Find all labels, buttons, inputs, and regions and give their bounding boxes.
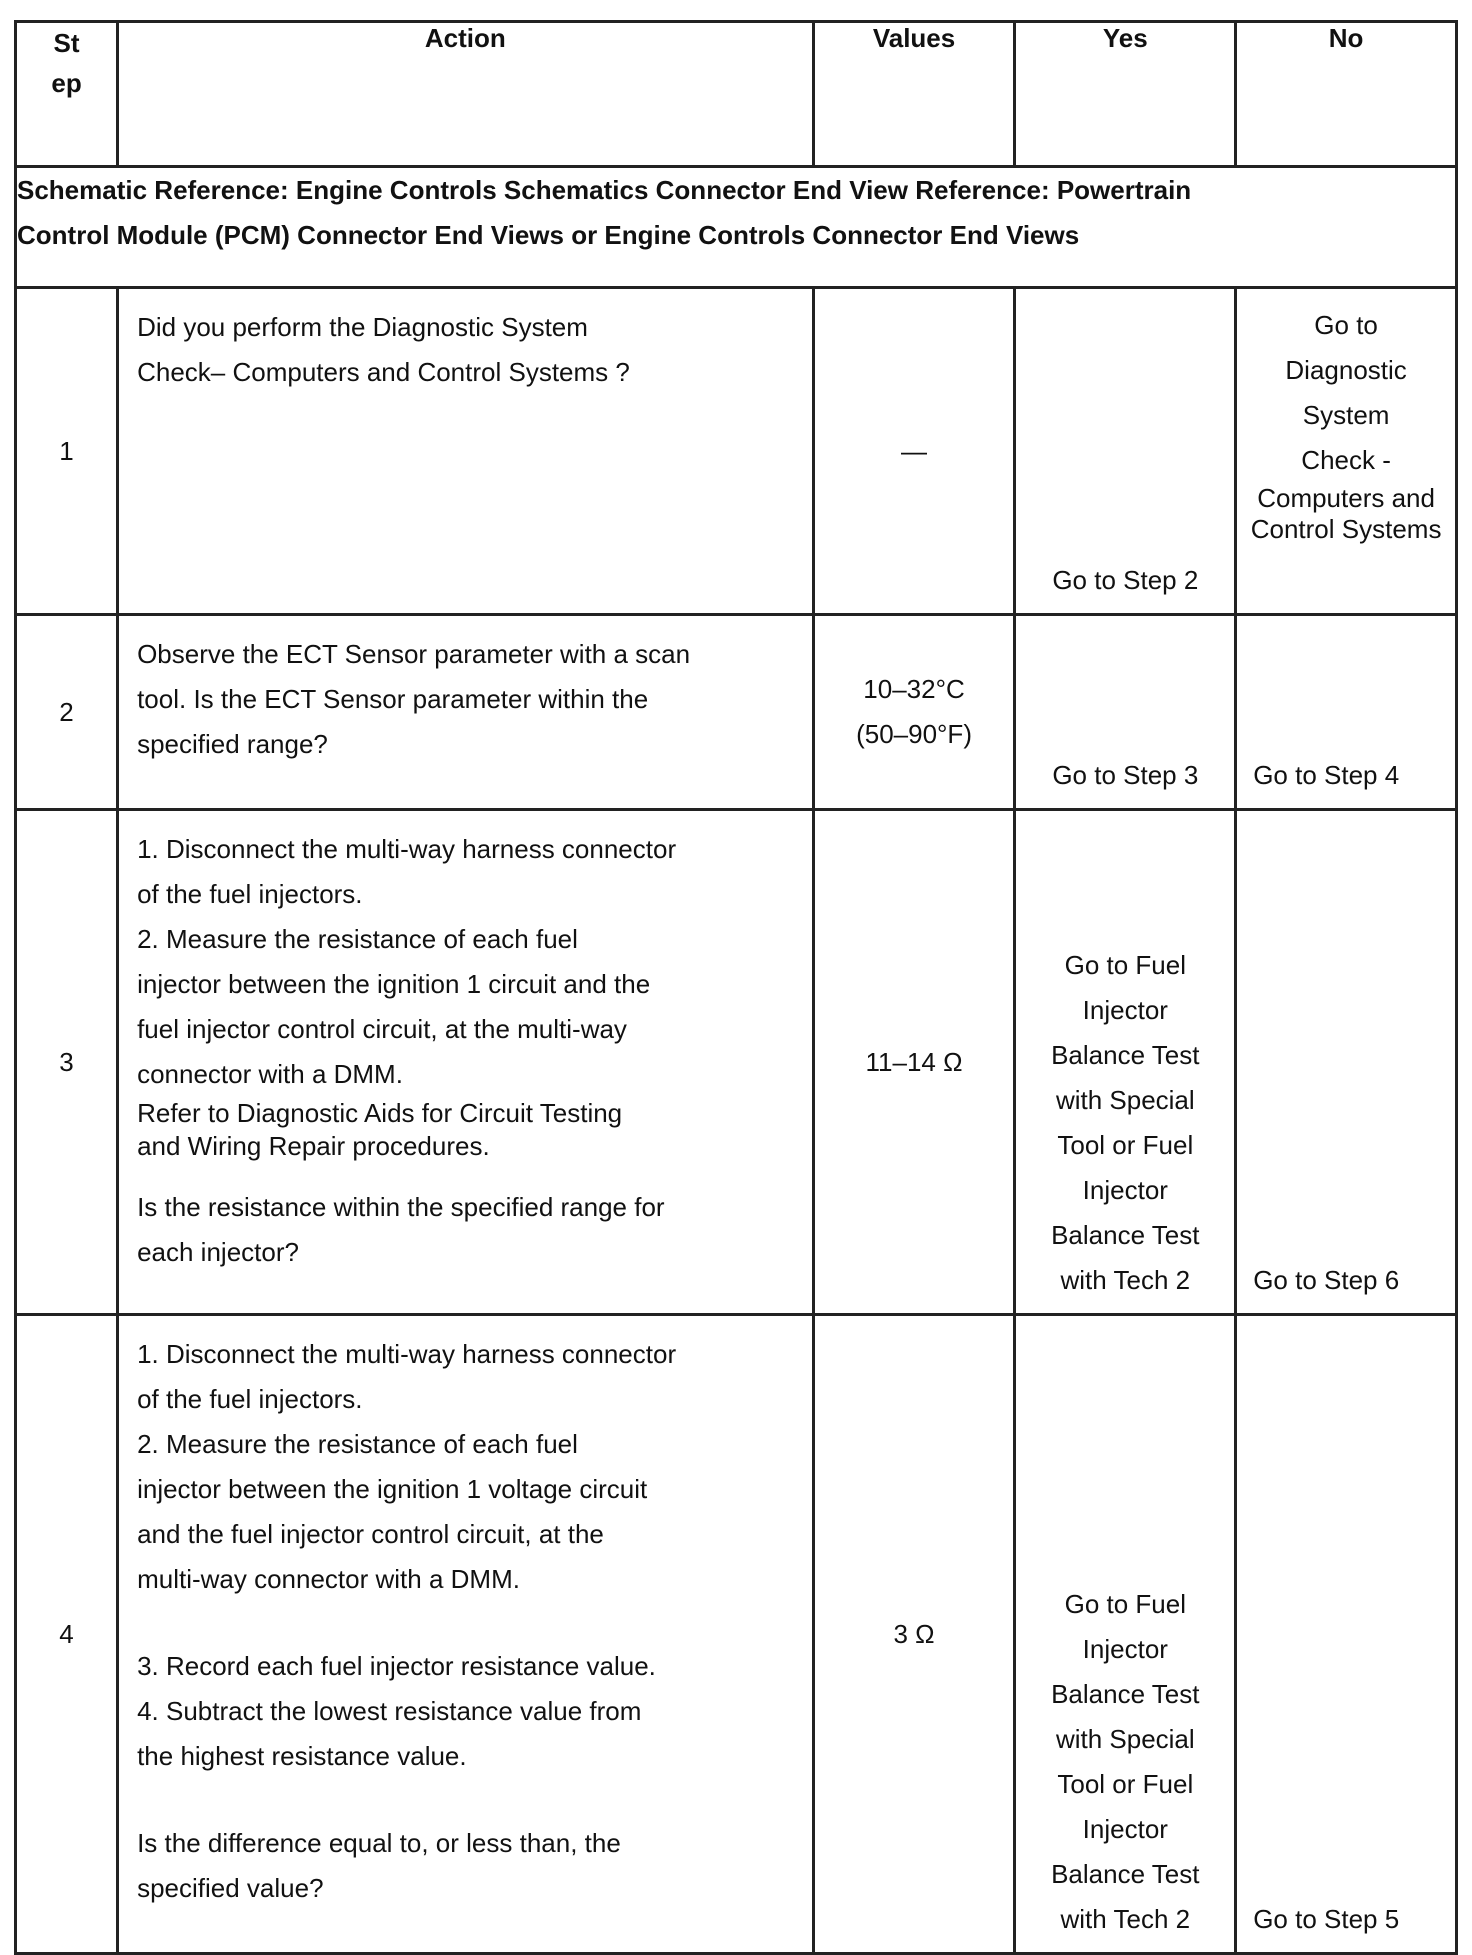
reference-line-1: Schematic Reference: Engine Controls Schematics Connector End View Reference: Powertrain [17, 175, 1192, 205]
action-question: Is the difference equal to, or less than, the [137, 1828, 621, 1858]
no-cell: Go to Step 5 [1236, 1315, 1457, 1954]
reference-row [16, 167, 1457, 288]
value-line: (50–90°F) [856, 719, 972, 749]
action-line: of the fuel injectors. [137, 879, 363, 909]
values-cell: 3 Ω [813, 1315, 1015, 1954]
action-note: Refer to Diagnostic Aids for Circuit Testing [137, 1098, 623, 1128]
no-cell: Go to Step 6 [1236, 810, 1457, 1315]
action-line: of the fuel injectors. [137, 1384, 363, 1414]
yes-cell: Go to Step 2 [1015, 288, 1236, 615]
action-note: and Wiring Repair procedures. [137, 1131, 490, 1161]
yes-line: with Tech 2 [1060, 1265, 1191, 1295]
values-cell: — [813, 288, 1015, 615]
header-yes: Yes [1015, 22, 1236, 167]
action-line: tool. Is the ECT Sensor parameter within the [137, 684, 649, 714]
action-line: injector between the ignition 1 circuit and the [137, 969, 651, 999]
action-line: 1. Disconnect the multi-way harness connector [137, 1339, 677, 1369]
no-line: Go to [1314, 310, 1378, 340]
step-number: 4 [16, 1315, 118, 1954]
header-step-line2: ep [51, 68, 82, 98]
action-line: 3. Record each fuel injector resistance value. [137, 1651, 656, 1681]
action-line: 2. Measure the resistance of each fuel [137, 1429, 578, 1459]
yes-cell [1015, 810, 1236, 1315]
header-step-line1: St [53, 28, 80, 58]
yes-line: Balance Test [1051, 1040, 1200, 1070]
action-question: each injector? [137, 1237, 299, 1267]
action-cell [118, 615, 814, 810]
header-step [16, 22, 118, 167]
action-line: specified range? [137, 729, 328, 759]
action-line: 1. Disconnect the multi-way harness connector [137, 834, 677, 864]
schematic-reference [16, 167, 1457, 288]
action-cell [118, 288, 814, 615]
action-line: multi-way connector with a DMM. [137, 1564, 520, 1594]
spacer [137, 1602, 794, 1644]
value-line: 10–32°C [863, 674, 965, 704]
action-line: 2. Measure the resistance of each fuel [137, 924, 578, 954]
values-cell: 11–14 Ω [813, 810, 1015, 1315]
yes-line: with Tech 2 [1060, 1904, 1191, 1934]
header-no: No [1236, 22, 1457, 167]
yes-line: Balance Test [1051, 1859, 1200, 1889]
no-cell [1236, 288, 1457, 615]
yes-line: Injector [1082, 1634, 1168, 1664]
action-line: fuel injector control circuit, at the multi-way [137, 1014, 627, 1044]
action-line: Check– Computers and Control Systems ? [137, 357, 630, 387]
yes-line: Injector [1082, 1814, 1168, 1844]
no-line: Computers and [1257, 483, 1435, 513]
action-line: Observe the ECT Sensor parameter with a scan [137, 639, 691, 669]
header-values: Values [813, 22, 1015, 167]
yes-line: Injector [1082, 995, 1168, 1025]
yes-line: Tool or Fuel [1057, 1769, 1194, 1799]
action-question: Is the resistance within the specified range for [137, 1192, 665, 1222]
step-number: 2 [16, 615, 118, 810]
yes-line: Tool or Fuel [1057, 1130, 1194, 1160]
step-row-4 [16, 1315, 1457, 1954]
no-line: Control Systems [1250, 514, 1442, 544]
yes-line: Injector [1082, 1175, 1168, 1205]
yes-cell [1015, 1315, 1236, 1954]
no-line: System [1302, 400, 1390, 430]
yes-line: Balance Test [1051, 1679, 1200, 1709]
action-cell [118, 810, 814, 1315]
action-line: 4. Subtract the lowest resistance value from [137, 1696, 642, 1726]
action-line: and the fuel injector control circuit, at the [137, 1519, 604, 1549]
no-line: Diagnostic [1285, 355, 1407, 385]
no-line: Check - [1301, 445, 1391, 475]
spacer [137, 1163, 794, 1185]
step-number: 1 [16, 288, 118, 615]
action-cell [118, 1315, 814, 1954]
spacer [137, 1779, 794, 1821]
action-line: Did you perform the Diagnostic System [137, 312, 588, 342]
yes-line: with Special [1055, 1085, 1195, 1115]
action-question: specified value? [137, 1873, 324, 1903]
values-cell [813, 615, 1015, 810]
step-row-3 [16, 810, 1457, 1315]
header-row [16, 22, 1457, 167]
header-action: Action [118, 22, 814, 167]
yes-line: Go to Fuel [1064, 1589, 1186, 1619]
action-line: the highest resistance value. [137, 1741, 467, 1771]
yes-cell: Go to Step 3 [1015, 615, 1236, 810]
step-number: 3 [16, 810, 118, 1315]
step-row-2 [16, 615, 1457, 810]
diagnostic-table [14, 20, 1458, 1955]
action-line: injector between the ignition 1 voltage circuit [137, 1474, 648, 1504]
yes-line: Go to Fuel [1064, 950, 1186, 980]
yes-line: with Special [1055, 1724, 1195, 1754]
step-row-1 [16, 288, 1457, 615]
no-cell: Go to Step 4 [1236, 615, 1457, 810]
reference-line-2: Control Module (PCM) Connector End Views or Engine Controls Connector End Views [17, 220, 1080, 250]
action-line: connector with a DMM. [137, 1059, 403, 1089]
yes-line: Balance Test [1051, 1220, 1200, 1250]
